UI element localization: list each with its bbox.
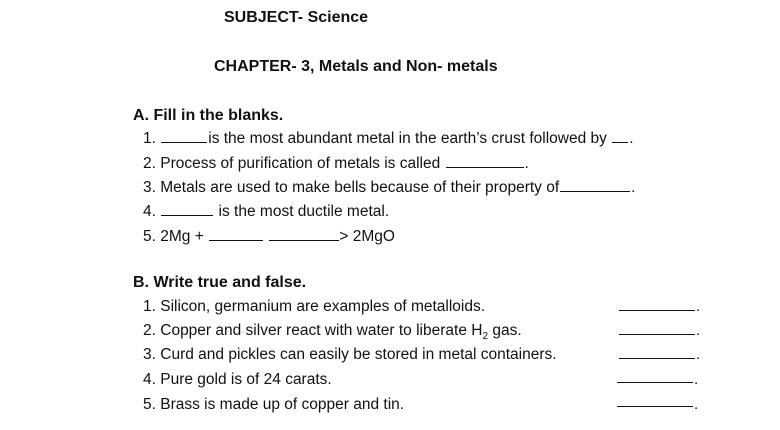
answer-end-dot: . xyxy=(694,396,699,413)
section-a-heading: A. Fill in the blanks. xyxy=(133,107,284,124)
question-text: is the most abundant metal in the earth’s crust followed by xyxy=(208,130,607,147)
question-number: 1. xyxy=(143,130,156,147)
question-text-end: gas. xyxy=(488,322,522,339)
answer-blank-b5 xyxy=(617,406,693,407)
answer-blank-b3 xyxy=(619,358,695,359)
question-a5 xyxy=(143,228,395,246)
answer-blank-b4 xyxy=(617,382,693,383)
question-a3 xyxy=(143,179,635,197)
question-text: Curd and pickles can easily be stored in metal containers. xyxy=(160,346,557,363)
answer-blank xyxy=(560,181,630,192)
question-text: Brass is made up of copper and tin. xyxy=(160,396,405,413)
question-text: Silicon, germanium are examples of metalloids. xyxy=(160,298,486,315)
question-number: 4. xyxy=(143,371,156,388)
question-a4 xyxy=(143,203,389,221)
answer-blank-b1 xyxy=(619,310,695,311)
subscript: 2 xyxy=(482,331,489,343)
question-text: Copper and silver react with water to liberate H xyxy=(160,322,483,339)
question-a2 xyxy=(143,155,529,173)
question-text: Metals are used to make bells because of their property of xyxy=(160,179,560,196)
question-number: 4. xyxy=(143,203,156,220)
answer-blank xyxy=(161,132,207,143)
question-number: 2. xyxy=(143,155,156,172)
chapter-title: CHAPTER- 3, Metals and Non- metals xyxy=(214,58,498,75)
question-number: 3. xyxy=(143,179,156,196)
question-number: 2. xyxy=(143,322,156,339)
question-b4 xyxy=(143,371,332,389)
question-text: Pure gold is of 24 carats. xyxy=(160,371,332,388)
question-b1 xyxy=(143,298,485,316)
question-b2 xyxy=(143,322,522,343)
answer-end-dot: . xyxy=(696,346,701,363)
question-text: 2Mg + xyxy=(160,228,204,245)
question-number: 3. xyxy=(143,346,156,363)
subject-title: SUBJECT- Science xyxy=(224,9,369,26)
question-b5 xyxy=(143,396,404,414)
question-end: . xyxy=(631,179,636,196)
question-number: 5. xyxy=(143,228,156,245)
question-number: 1. xyxy=(143,298,156,315)
question-end: . xyxy=(524,155,529,172)
answer-end-dot: . xyxy=(694,371,699,388)
arrow-line xyxy=(269,230,339,241)
question-text: Process of purification of metals is called xyxy=(160,155,441,172)
answer-blank xyxy=(446,157,524,168)
equation-product: > 2MgO xyxy=(339,228,395,245)
section-b-heading: B. Write true and false. xyxy=(133,274,307,291)
question-end: . xyxy=(629,130,634,147)
answer-blank xyxy=(161,205,213,216)
question-b3 xyxy=(143,346,557,364)
answer-end-dot: . xyxy=(696,298,701,315)
question-a1 xyxy=(143,130,634,148)
answer-end-dot: . xyxy=(696,322,701,339)
question-number: 5. xyxy=(143,396,156,413)
question-text: is the most ductile metal. xyxy=(214,203,390,220)
answer-blank xyxy=(209,230,263,241)
answer-blank-b2 xyxy=(619,334,695,335)
answer-blank xyxy=(612,132,628,143)
